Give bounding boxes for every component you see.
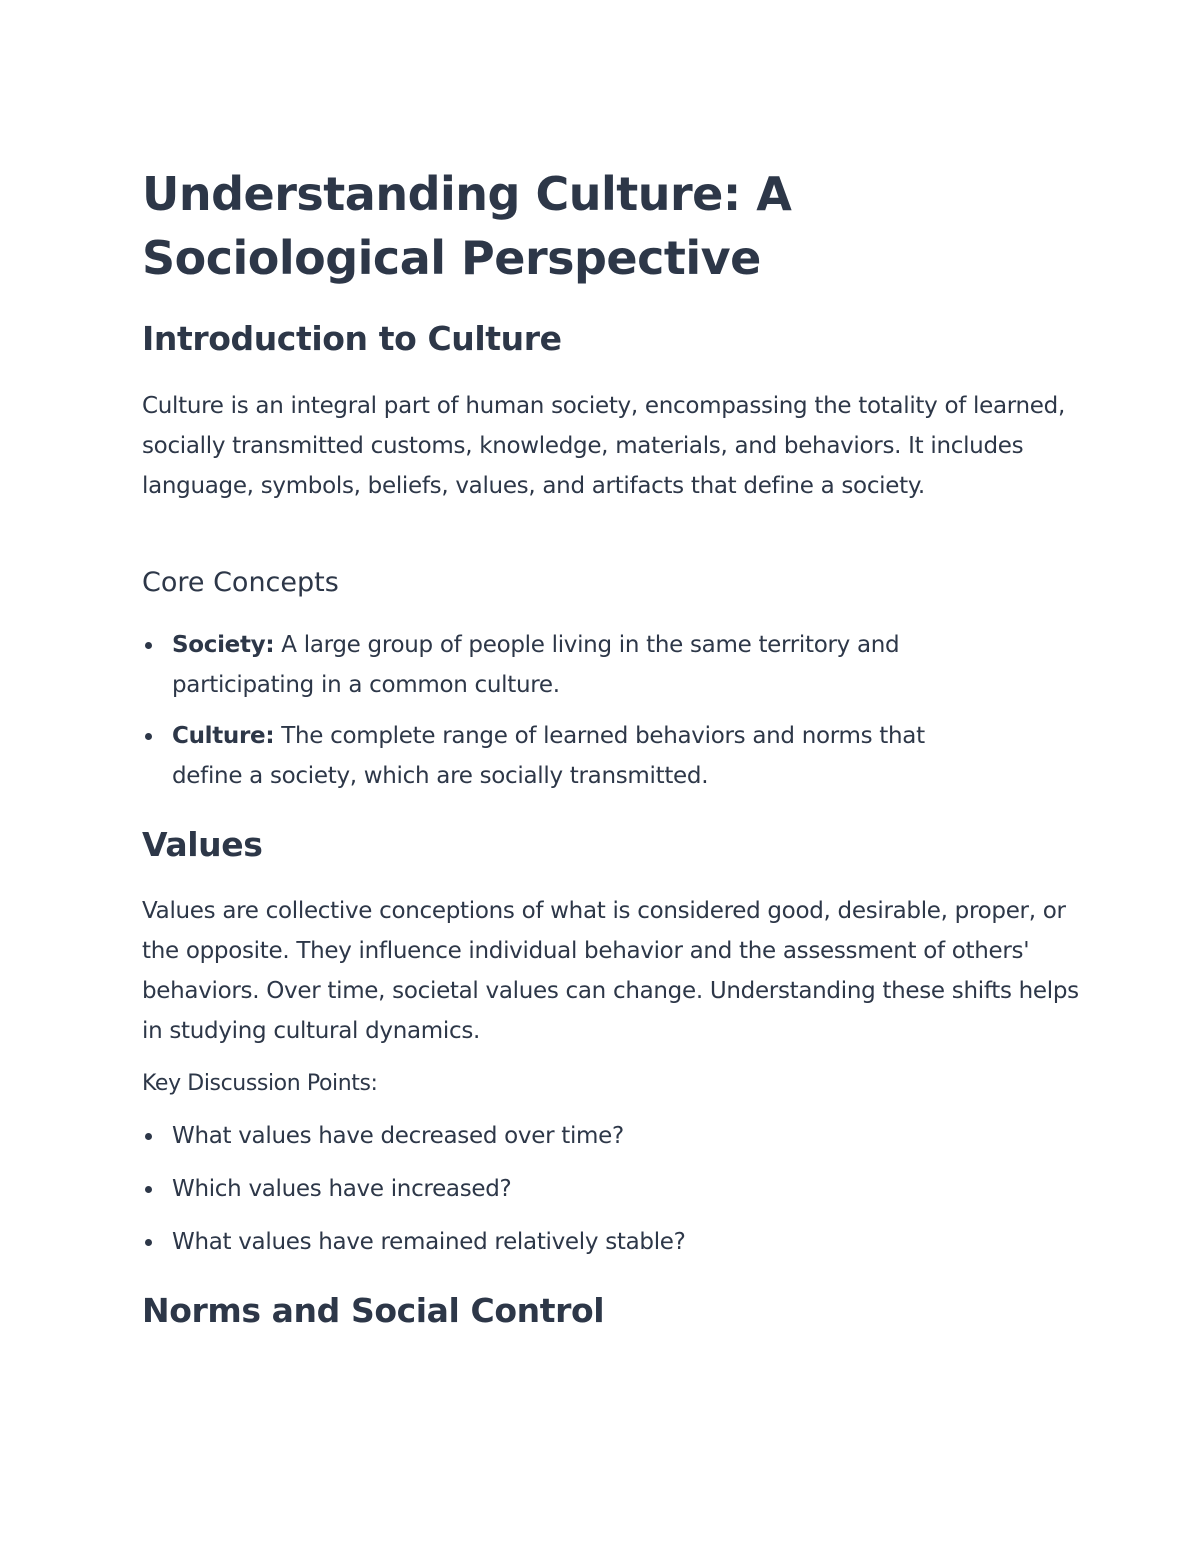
section-heading-introduction: Introduction to Culture xyxy=(142,319,562,358)
section-heading-norms: Norms and Social Control xyxy=(142,1291,605,1330)
concept-term: Culture: xyxy=(172,723,275,749)
document-title: Understanding Culture: A Sociological Perspective xyxy=(142,167,792,285)
list-item xyxy=(142,625,992,705)
list-item: What values have decreased over time? xyxy=(142,1116,1082,1156)
concept-definition: The complete range of learned behaviors and norms that define a society, which are socially transmitted. xyxy=(172,723,925,789)
list-item: Which values have increased? xyxy=(142,1169,1082,1209)
values-paragraph: Values are collective conceptions of what is considered good, desirable, proper, or the opposite. They influence individual behavior and the assessment of others' behaviors. Over time, societal values can change. Understanding these shifts helps in studying cultural dynamics. xyxy=(142,898,1079,1044)
subheading-core-concepts: Core Concepts xyxy=(142,567,339,598)
list-item xyxy=(142,716,992,796)
discussion-label: Key Discussion Points: xyxy=(142,1071,378,1096)
section-heading-values: Values xyxy=(142,825,263,864)
core-concepts-list xyxy=(142,625,1082,807)
concept-definition: A large group of people living in the same territory and participating in a common culture. xyxy=(172,632,900,698)
intro-paragraph: Culture is an integral part of human society, encompassing the totality of learned, socially transmitted customs, knowledge, materials, and behaviors. It includes language, symbols, beliefs, values, and artifacts that define a society. xyxy=(142,393,1065,499)
discussion-points-list xyxy=(142,1116,1082,1275)
concept-term: Society: xyxy=(172,632,275,658)
list-item: What values have remained relatively stable? xyxy=(142,1222,1082,1262)
